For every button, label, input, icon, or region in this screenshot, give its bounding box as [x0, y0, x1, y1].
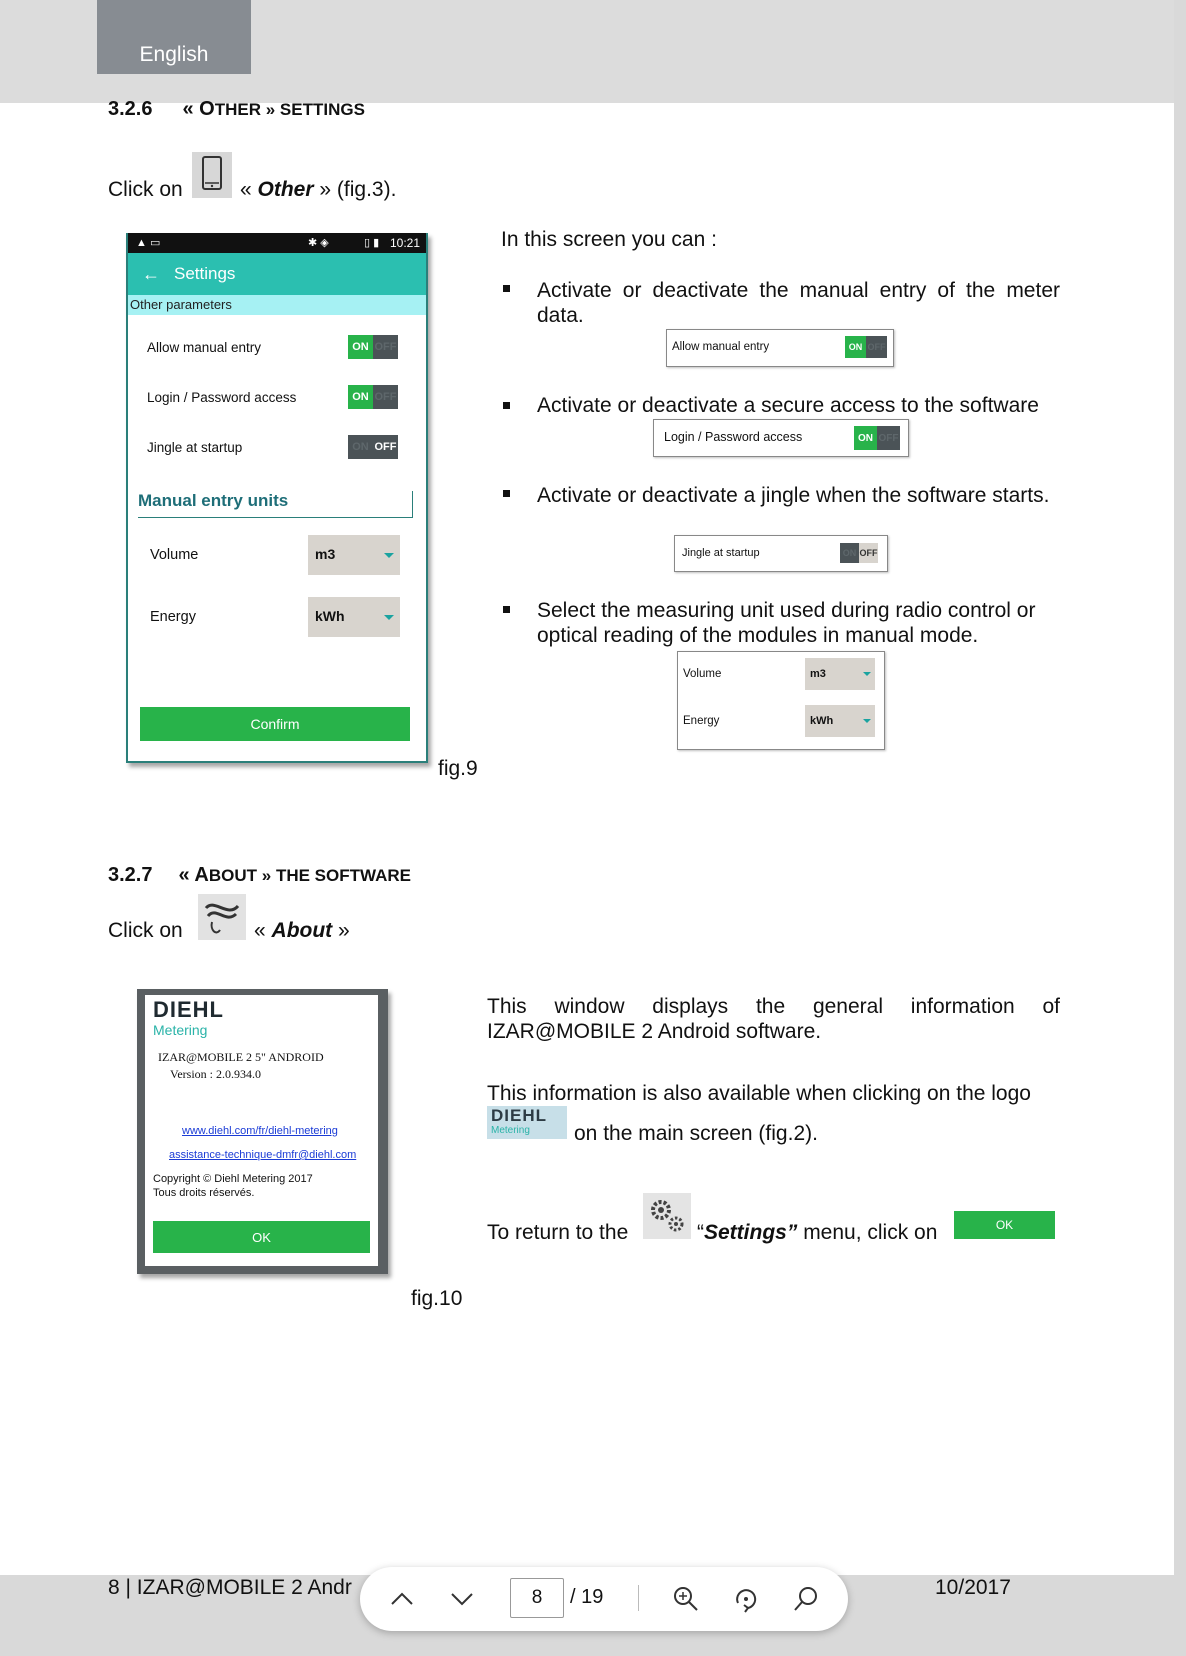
copyright-text: Copyright © Diehl Metering 2017	[153, 1173, 313, 1185]
search-icon	[788, 1581, 824, 1617]
bluetooth-icon: ✱ ◈	[308, 237, 329, 249]
back-arrow-icon[interactable]: ←	[142, 263, 160, 284]
support-email-link[interactable]: assistance-technique-dmfr@diehl.com	[169, 1149, 357, 1161]
product-name: IZAR@MOBILE 2 5" ANDROID	[158, 1050, 324, 1064]
diehl-logo: DIEHL	[153, 997, 224, 1022]
mini-volume-label: Volume	[683, 668, 722, 680]
toolbar-divider	[638, 1585, 639, 1611]
toggle-on: ON	[840, 543, 859, 563]
pdf-toolbar	[360, 1567, 848, 1631]
bullet-marker	[503, 606, 510, 613]
website-link[interactable]: www.diehl.com/fr/diehl-metering	[182, 1125, 338, 1137]
toggle-on: ON	[348, 385, 373, 409]
toggle-off: OFF	[373, 335, 398, 359]
notification-icons: ▲ ▭	[136, 237, 161, 249]
about-card	[145, 995, 378, 1266]
settings-label: Settings”	[704, 1221, 798, 1244]
allow-manual-entry-label: Allow manual entry	[147, 340, 262, 355]
about-description: This window displays the general information of IZAR@MOBILE 2 Android software.	[487, 995, 1060, 1043]
login-password-label: Login / Password access	[147, 390, 297, 405]
section-number: 3.2.6	[108, 98, 153, 120]
about-label: About	[271, 919, 333, 942]
next-page-button[interactable]	[444, 1581, 480, 1617]
click-on-text: Click on	[108, 919, 183, 942]
click-on-text: Click on	[108, 178, 183, 201]
zoom-in-button[interactable]	[668, 1581, 704, 1617]
mini-volume-value: m3	[810, 668, 826, 680]
click-on-other	[108, 178, 183, 202]
chevron-down-icon	[863, 672, 871, 676]
footer-date: 10/2017	[935, 1576, 1011, 1599]
intro-text: In this screen you can :	[501, 228, 717, 251]
mini-manual-entry	[666, 329, 894, 367]
bullet-secure-access: Activate or deactivate a secure access to the software	[537, 394, 1039, 417]
app-bar-title: Settings	[174, 264, 236, 283]
other-label: Other	[257, 178, 314, 201]
settings-gears-icon[interactable]	[643, 1193, 691, 1239]
return-text: To return to the	[487, 1221, 629, 1244]
bullet-marker	[503, 285, 510, 292]
version-text: Version : 2.0.934.0	[170, 1067, 261, 1081]
manual-entry-units-title: Manual entry units	[138, 491, 413, 518]
allow-manual-entry-toggle[interactable]	[348, 335, 398, 359]
title-initial: O	[199, 98, 215, 120]
toggle-on: ON	[854, 426, 877, 450]
chevron-down-icon	[384, 553, 394, 558]
volume-label: Volume	[150, 547, 199, 563]
mini-energy-value: kWh	[810, 715, 834, 727]
title-rest: BOUT	[208, 866, 258, 885]
energy-label: Energy	[150, 609, 196, 625]
section-327-heading	[108, 864, 411, 887]
about-label-line	[254, 919, 350, 943]
mini-label: Login / Password access	[664, 430, 803, 444]
phone-icon[interactable]	[192, 152, 232, 198]
mini-energy-label: Energy	[683, 715, 720, 727]
menu-click-text: menu, click on	[803, 1221, 938, 1244]
right-margin-band	[1174, 0, 1186, 1656]
rotate-button[interactable]	[728, 1581, 764, 1617]
search-button[interactable]	[788, 1581, 824, 1617]
toggle-off: OFF	[866, 336, 887, 358]
bullet-marker	[503, 490, 510, 497]
about-icon[interactable]	[198, 894, 246, 940]
quote-open: «	[240, 178, 252, 201]
energy-dropdown[interactable]	[308, 597, 400, 637]
mini-jingle	[674, 535, 888, 572]
bullet-manual-entry: Activate or deactivate the manual entry of the meter data.	[537, 279, 1060, 327]
toggle-on: ON	[845, 336, 866, 358]
other-parameters-subheader: Other parameters	[128, 295, 426, 315]
volume-value: m3	[315, 546, 336, 562]
mini-label: Allow manual entry	[672, 341, 770, 353]
jingle-label: Jingle at startup	[147, 440, 243, 455]
metering-logo-text: Metering	[153, 1022, 208, 1038]
quote-open: “	[697, 1221, 704, 1244]
title-open: «	[178, 864, 195, 886]
bullet-marker	[503, 402, 510, 409]
title-initial: A	[194, 864, 209, 886]
toggle-on: ON	[348, 335, 373, 359]
confirm-button[interactable]: Confirm	[140, 707, 410, 741]
chevron-up-icon	[384, 1581, 420, 1617]
logo-brand: DIEHL	[491, 1106, 547, 1125]
bullet-measuring-unit: Select the measuring unit used during radio control or optical reading of the modules in manual mode.	[537, 599, 1036, 647]
volume-dropdown[interactable]	[308, 535, 400, 575]
quote-close: »	[338, 919, 350, 942]
fig9-caption: fig.9	[438, 757, 478, 780]
title-close: » SETTINGS	[261, 100, 365, 119]
bullet-jingle: Activate or deactivate a jingle when the software starts.	[537, 484, 1050, 507]
toggle-off: OFF	[373, 435, 398, 459]
toggle-off: OFF	[859, 543, 878, 563]
main-screen-ref: on the main screen (fig.2).	[574, 1122, 818, 1145]
previous-page-button[interactable]	[384, 1581, 420, 1617]
mini-energy-dropdown	[805, 705, 875, 737]
settings-menu-text	[697, 1221, 937, 1245]
page-number-input[interactable]: 8	[510, 1578, 564, 1618]
settings-app-bar	[128, 253, 426, 295]
mini-toggle	[854, 426, 900, 450]
mini-volume-dropdown	[805, 658, 875, 690]
language-tab[interactable]	[97, 0, 251, 74]
rights-text: Tous droits réservés.	[153, 1187, 255, 1199]
inline-ok-button[interactable]: OK	[954, 1211, 1055, 1239]
section-326-heading	[108, 98, 365, 121]
footer-page-label: 8 | IZAR@MOBILE 2 Andr	[108, 1576, 352, 1599]
chevron-down-icon	[444, 1581, 480, 1617]
status-bar	[128, 233, 426, 253]
mini-label: Jingle at startup	[682, 547, 760, 559]
diehl-logo-inline[interactable]	[487, 1106, 567, 1139]
logo-sub: Metering	[491, 1125, 530, 1136]
title-close: » THE SOFTWARE	[257, 866, 412, 885]
rotate-icon	[728, 1581, 764, 1617]
energy-value: kWh	[315, 608, 345, 624]
fig10-caption: fig.10	[411, 1287, 463, 1310]
about-dialog-screenshot	[137, 989, 388, 1274]
toggle-off: OFF	[373, 385, 398, 409]
section-number: 3.2.7	[108, 864, 153, 886]
other-label-line	[240, 178, 396, 202]
chevron-down-icon	[863, 719, 871, 723]
chevron-down-icon	[384, 615, 394, 620]
mini-toggle	[840, 543, 878, 563]
status-time: 10:21	[390, 236, 421, 250]
mini-login-password	[653, 419, 909, 457]
zoom-in-icon	[668, 1581, 704, 1617]
total-pages: / 19	[570, 1586, 604, 1608]
logo-info-text: This information is also available when clicking on the logo	[487, 1082, 1031, 1105]
login-password-toggle[interactable]	[348, 385, 398, 409]
title-open: «	[182, 98, 200, 120]
title-rest: THER	[214, 100, 262, 119]
toggle-off: OFF	[877, 426, 900, 450]
jingle-toggle[interactable]	[348, 435, 398, 459]
mini-toggle	[845, 336, 887, 358]
about-ok-button[interactable]: OK	[153, 1221, 370, 1253]
toggle-on: ON	[348, 435, 373, 459]
mini-units	[677, 651, 885, 750]
fig3-ref: » (fig.3).	[319, 178, 397, 201]
settings-phone-screenshot	[126, 233, 428, 763]
quote-open: «	[254, 919, 266, 942]
language-tab-label: English	[139, 43, 209, 66]
battery-icon: ▯ ▮	[364, 237, 380, 249]
